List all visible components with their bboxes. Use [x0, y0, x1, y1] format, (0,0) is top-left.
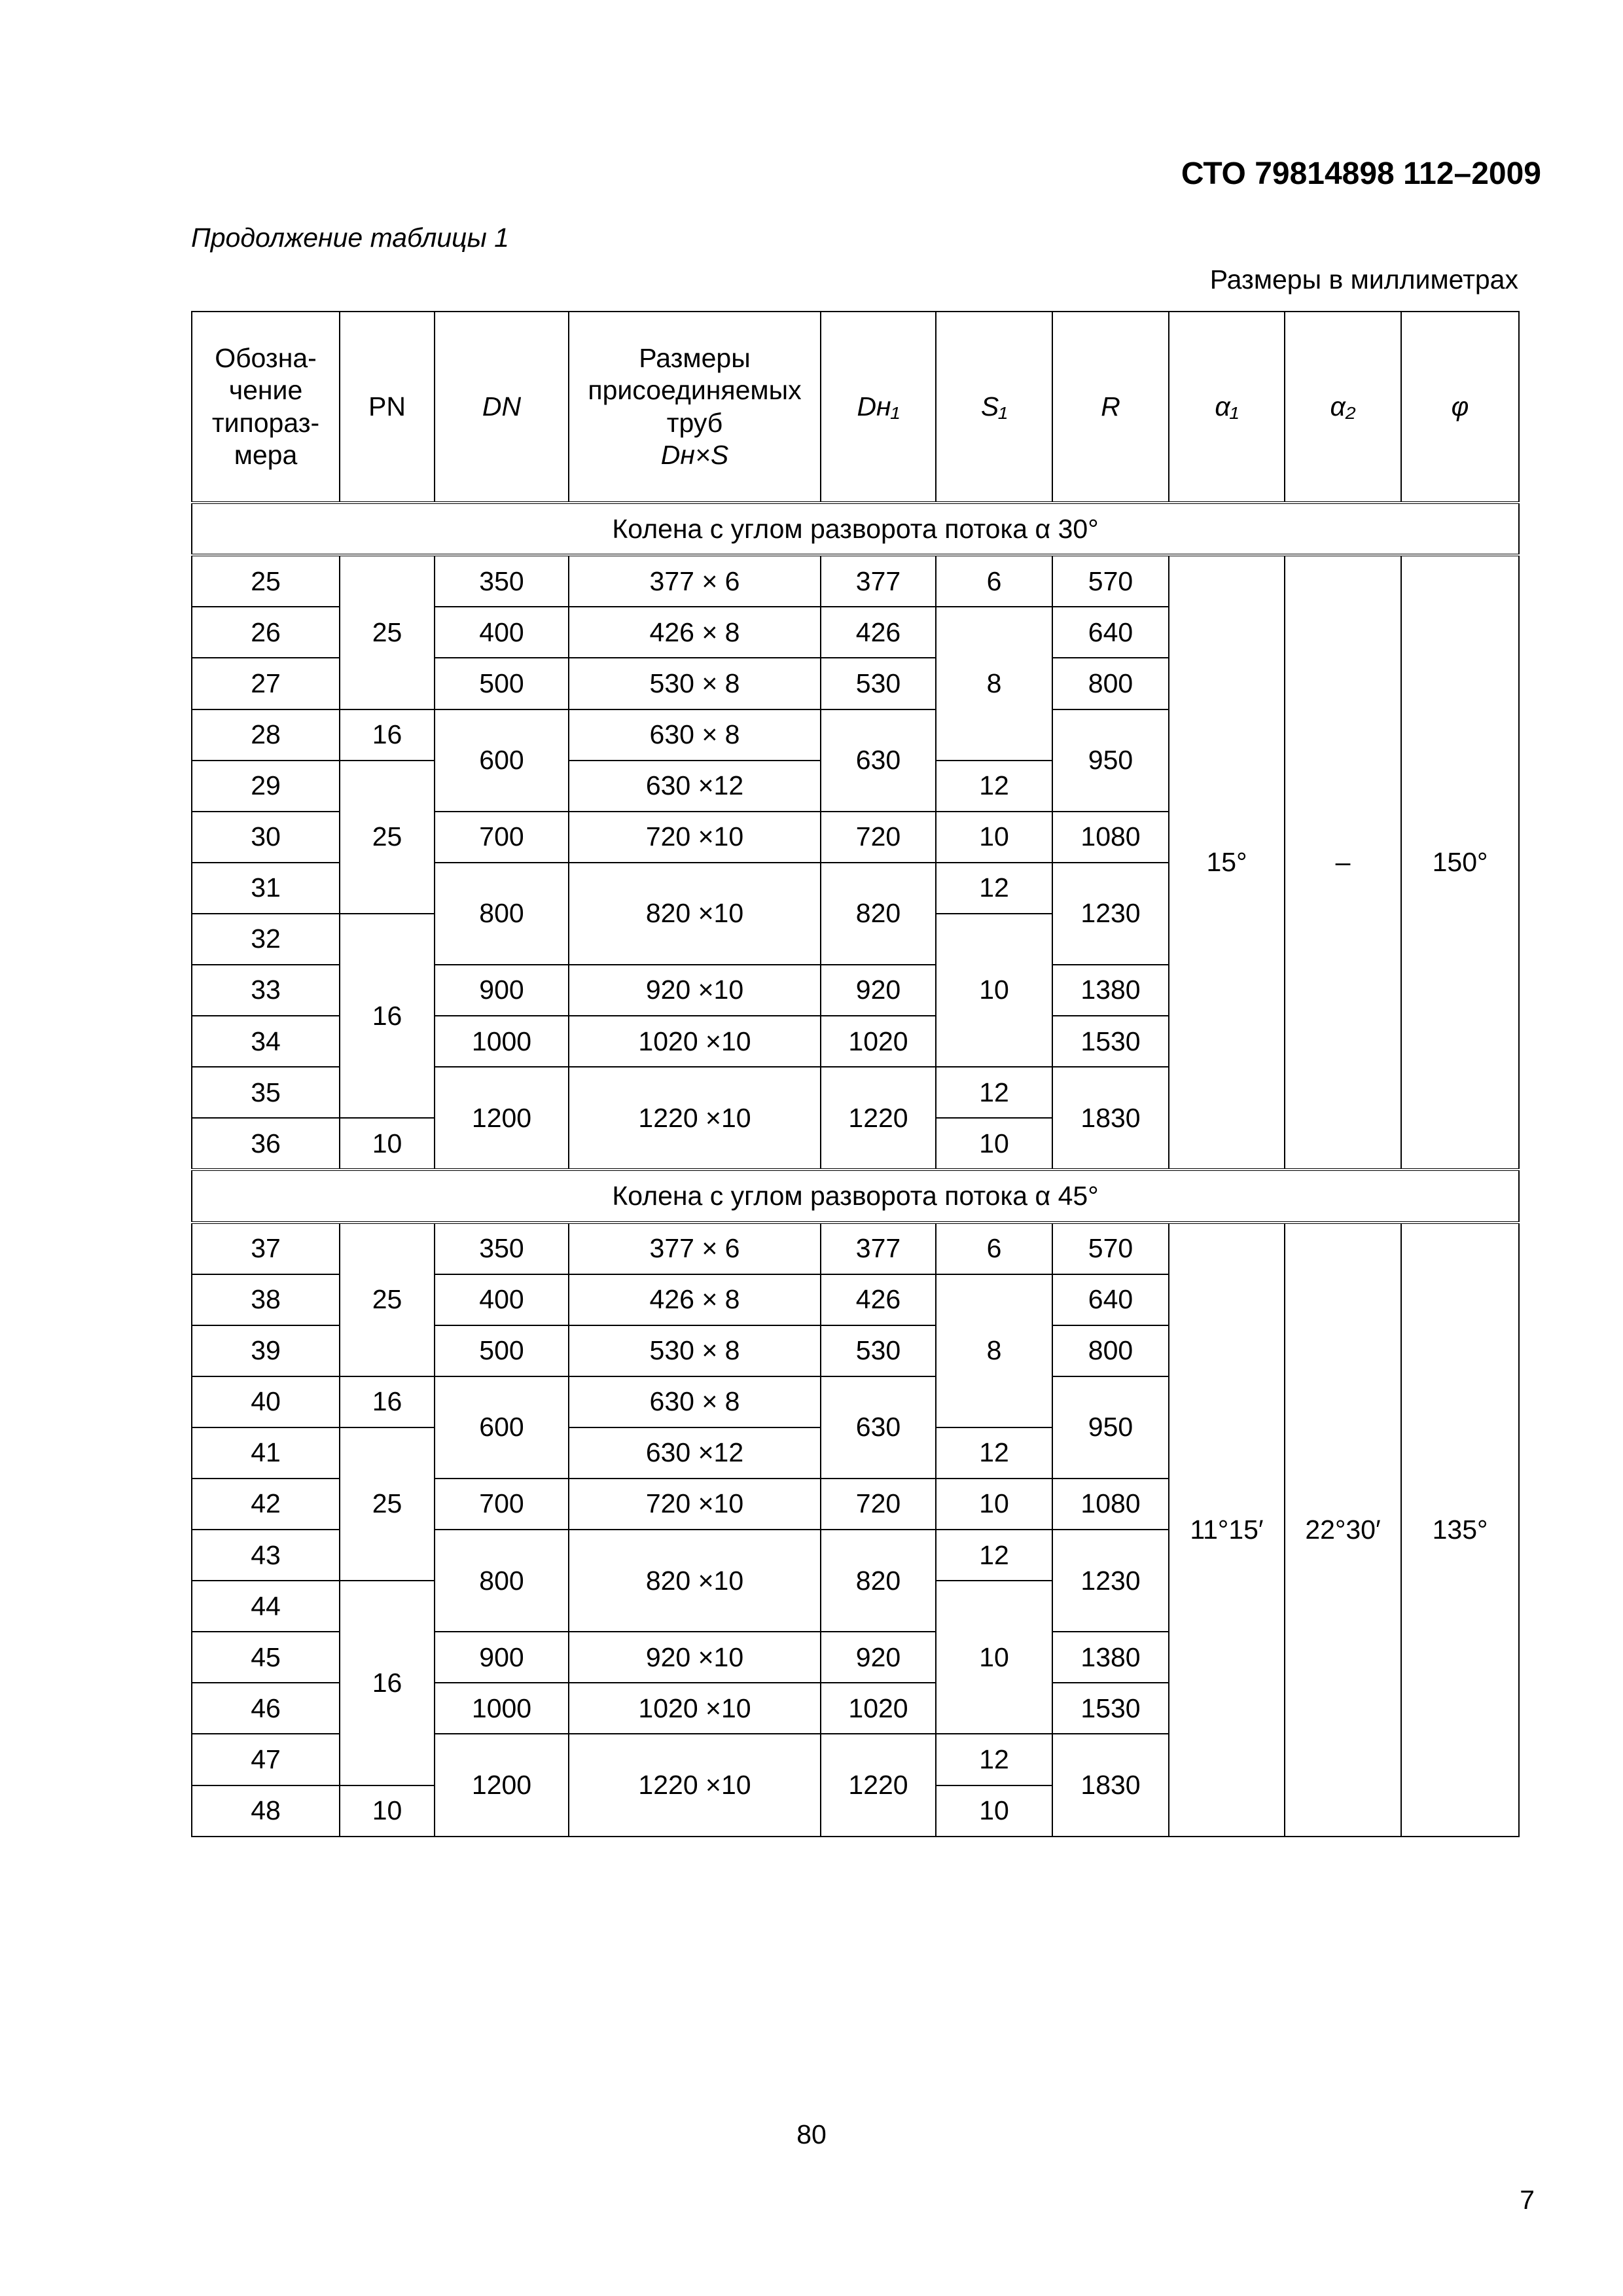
alpha1-cell: 15° [1169, 555, 1285, 1170]
dn-cell: 400 [435, 1274, 569, 1325]
designation-cell: 39 [192, 1325, 340, 1376]
s1-cell: 6 [936, 1223, 1052, 1274]
designation-cell: 29 [192, 761, 340, 812]
table-row [192, 1223, 1519, 1274]
alpha2-cell: 22°30′ [1285, 1223, 1401, 1837]
dn1-cell: 377 [821, 555, 936, 607]
s1-cell: 8 [936, 607, 1052, 760]
s1-cell: 10 [936, 1118, 1052, 1170]
col-header-designation: Обозна-чение типораз-мера [192, 312, 340, 503]
dn-cell: 1200 [435, 1067, 569, 1170]
r-cell: 1530 [1052, 1016, 1169, 1067]
dn1-cell: 630 [821, 1376, 936, 1479]
dn-cell: 800 [435, 863, 569, 965]
pipe-size-cell: 530 × 8 [569, 658, 821, 709]
col-header-alpha1: α₁ [1169, 312, 1285, 503]
s1-cell: 10 [936, 1581, 1052, 1734]
pipe-size-cell: 820 ×10 [569, 863, 821, 965]
pn-cell: 16 [340, 914, 435, 1118]
designation-cell: 45 [192, 1632, 340, 1683]
col-header-r: R [1052, 312, 1169, 503]
designation-cell: 40 [192, 1376, 340, 1427]
designation-cell: 46 [192, 1683, 340, 1734]
dn-cell: 900 [435, 1632, 569, 1683]
designation-cell: 26 [192, 607, 340, 658]
dn1-cell: 1220 [821, 1067, 936, 1170]
designation-cell: 47 [192, 1734, 340, 1785]
designation-cell: 30 [192, 812, 340, 863]
r-cell: 1230 [1052, 1530, 1169, 1632]
pipe-size-cell: 377 × 6 [569, 1223, 821, 1274]
pipe-size-cell: 630 × 8 [569, 709, 821, 761]
pipe-size-cell: 820 ×10 [569, 1530, 821, 1632]
designation-cell: 41 [192, 1427, 340, 1479]
alpha1-cell: 11°15′ [1169, 1223, 1285, 1837]
dn-cell: 350 [435, 555, 569, 607]
dn1-cell: 720 [821, 1479, 936, 1530]
dn1-cell: 426 [821, 607, 936, 658]
s1-cell: 8 [936, 1274, 1052, 1427]
pn-cell: 25 [340, 555, 435, 709]
dn-cell: 1200 [435, 1734, 569, 1837]
dn1-cell: 1020 [821, 1683, 936, 1734]
s1-cell: 12 [936, 1427, 1052, 1479]
dn-cell: 500 [435, 1325, 569, 1376]
r-cell: 1230 [1052, 863, 1169, 965]
dn1-cell: 426 [821, 1274, 936, 1325]
designation-cell: 32 [192, 914, 340, 965]
col-header-alpha2: α₂ [1285, 312, 1401, 503]
designation-cell: 35 [192, 1067, 340, 1118]
designation-cell: 27 [192, 658, 340, 709]
dn-cell: 600 [435, 1376, 569, 1479]
dn-cell: 400 [435, 607, 569, 658]
dn-cell: 700 [435, 1479, 569, 1530]
pipe-size-cell: 426 × 8 [569, 607, 821, 658]
designation-cell: 31 [192, 863, 340, 914]
pn-cell: 10 [340, 1118, 435, 1170]
dn-cell: 350 [435, 1223, 569, 1274]
group-title: Колена с углом разворота потока α 30° [192, 503, 1519, 555]
r-cell: 950 [1052, 709, 1169, 812]
r-cell: 800 [1052, 1325, 1169, 1376]
designation-cell: 34 [192, 1016, 340, 1067]
pipe-size-cell: 377 × 6 [569, 555, 821, 607]
s1-cell: 12 [936, 1067, 1052, 1118]
designation-cell: 48 [192, 1785, 340, 1837]
r-cell: 1530 [1052, 1683, 1169, 1734]
dn-cell: 800 [435, 1530, 569, 1632]
s1-cell: 10 [936, 1479, 1052, 1530]
designation-cell: 43 [192, 1530, 340, 1581]
r-cell: 1830 [1052, 1734, 1169, 1837]
r-cell: 570 [1052, 555, 1169, 607]
pipe-sizes-label: Размеры присоединяемых труб [588, 343, 802, 438]
dn-cell: 700 [435, 812, 569, 863]
designation-cell: 33 [192, 965, 340, 1016]
r-cell: 640 [1052, 607, 1169, 658]
r-cell: 1380 [1052, 1632, 1169, 1683]
units-note: Размеры в миллиметрах [1209, 264, 1518, 295]
r-cell: 1080 [1052, 812, 1169, 863]
pn-cell: 16 [340, 709, 435, 761]
pipe-size-cell: 630 ×12 [569, 1427, 821, 1479]
designation-cell: 28 [192, 709, 340, 761]
col-header-phi: φ [1401, 312, 1519, 503]
group-title: Колена с углом разворота потока α 45° [192, 1170, 1519, 1222]
pipe-size-cell: 1220 ×10 [569, 1067, 821, 1170]
pipe-size-cell: 426 × 8 [569, 1274, 821, 1325]
s1-cell: 12 [936, 761, 1052, 812]
col-header-pipe-sizes [569, 312, 821, 503]
dn1-cell: 1020 [821, 1016, 936, 1067]
pn-cell: 25 [340, 1223, 435, 1376]
col-header-dn1: Dн₁ [821, 312, 936, 503]
sheet-number: 7 [1520, 2185, 1535, 2215]
s1-cell: 10 [936, 914, 1052, 1067]
r-cell: 950 [1052, 1376, 1169, 1479]
designation-cell: 37 [192, 1223, 340, 1274]
pn-cell: 25 [340, 1427, 435, 1581]
pipe-size-cell: 920 ×10 [569, 1632, 821, 1683]
r-cell: 640 [1052, 1274, 1169, 1325]
pipe-size-cell: 1220 ×10 [569, 1734, 821, 1837]
designation-cell: 44 [192, 1581, 340, 1632]
dn1-cell: 530 [821, 658, 936, 709]
s1-cell: 10 [936, 1785, 1052, 1837]
pipe-size-cell: 530 × 8 [569, 1325, 821, 1376]
dn1-cell: 1220 [821, 1734, 936, 1837]
dn1-cell: 377 [821, 1223, 936, 1274]
pipe-size-cell: 1020 ×10 [569, 1683, 821, 1734]
table-row [192, 555, 1519, 607]
designation-cell: 42 [192, 1479, 340, 1530]
pn-cell: 10 [340, 1785, 435, 1837]
alpha2-cell: – [1285, 555, 1401, 1170]
r-cell: 1830 [1052, 1067, 1169, 1170]
phi-cell: 150° [1401, 555, 1519, 1170]
dn-cell: 900 [435, 965, 569, 1016]
dn1-cell: 720 [821, 812, 936, 863]
s1-cell: 6 [936, 555, 1052, 607]
dn1-cell: 630 [821, 709, 936, 812]
designation-cell: 38 [192, 1274, 340, 1325]
pipe-sizes-formula: Dн×S [660, 439, 729, 470]
pipe-size-cell: 720 ×10 [569, 1479, 821, 1530]
pipe-size-cell: 1020 ×10 [569, 1016, 821, 1067]
designation-cell: 25 [192, 555, 340, 607]
pn-cell: 25 [340, 761, 435, 914]
dn1-cell: 920 [821, 965, 936, 1016]
dn-cell: 600 [435, 709, 569, 812]
dn-cell: 1000 [435, 1016, 569, 1067]
dimensions-table [191, 311, 1520, 1837]
pipe-size-cell: 630 × 8 [569, 1376, 821, 1427]
pipe-size-cell: 720 ×10 [569, 812, 821, 863]
dn1-cell: 530 [821, 1325, 936, 1376]
dn1-cell: 820 [821, 863, 936, 965]
designation-cell: 36 [192, 1118, 340, 1170]
page-number: 80 [796, 2119, 827, 2149]
pn-cell: 16 [340, 1376, 435, 1427]
pipe-size-cell: 630 ×12 [569, 761, 821, 812]
r-cell: 570 [1052, 1223, 1169, 1274]
pipe-size-cell: 920 ×10 [569, 965, 821, 1016]
dn-cell: 500 [435, 658, 569, 709]
col-header-pn: PN [340, 312, 435, 503]
r-cell: 800 [1052, 658, 1169, 709]
pn-cell: 16 [340, 1581, 435, 1785]
s1-cell: 12 [936, 863, 1052, 914]
table-continuation-caption: Продолжение таблицы 1 [191, 223, 509, 253]
r-cell: 1380 [1052, 965, 1169, 1016]
dn1-cell: 820 [821, 1530, 936, 1632]
dn1-cell: 920 [821, 1632, 936, 1683]
s1-cell: 10 [936, 812, 1052, 863]
standard-code: СТО 79814898 112–2009 [1181, 156, 1541, 191]
s1-cell: 12 [936, 1530, 1052, 1581]
phi-cell: 135° [1401, 1223, 1519, 1837]
r-cell: 1080 [1052, 1479, 1169, 1530]
col-header-s1: S₁ [936, 312, 1052, 503]
col-header-dn: DN [435, 312, 569, 503]
dn-cell: 1000 [435, 1683, 569, 1734]
s1-cell: 12 [936, 1734, 1052, 1785]
